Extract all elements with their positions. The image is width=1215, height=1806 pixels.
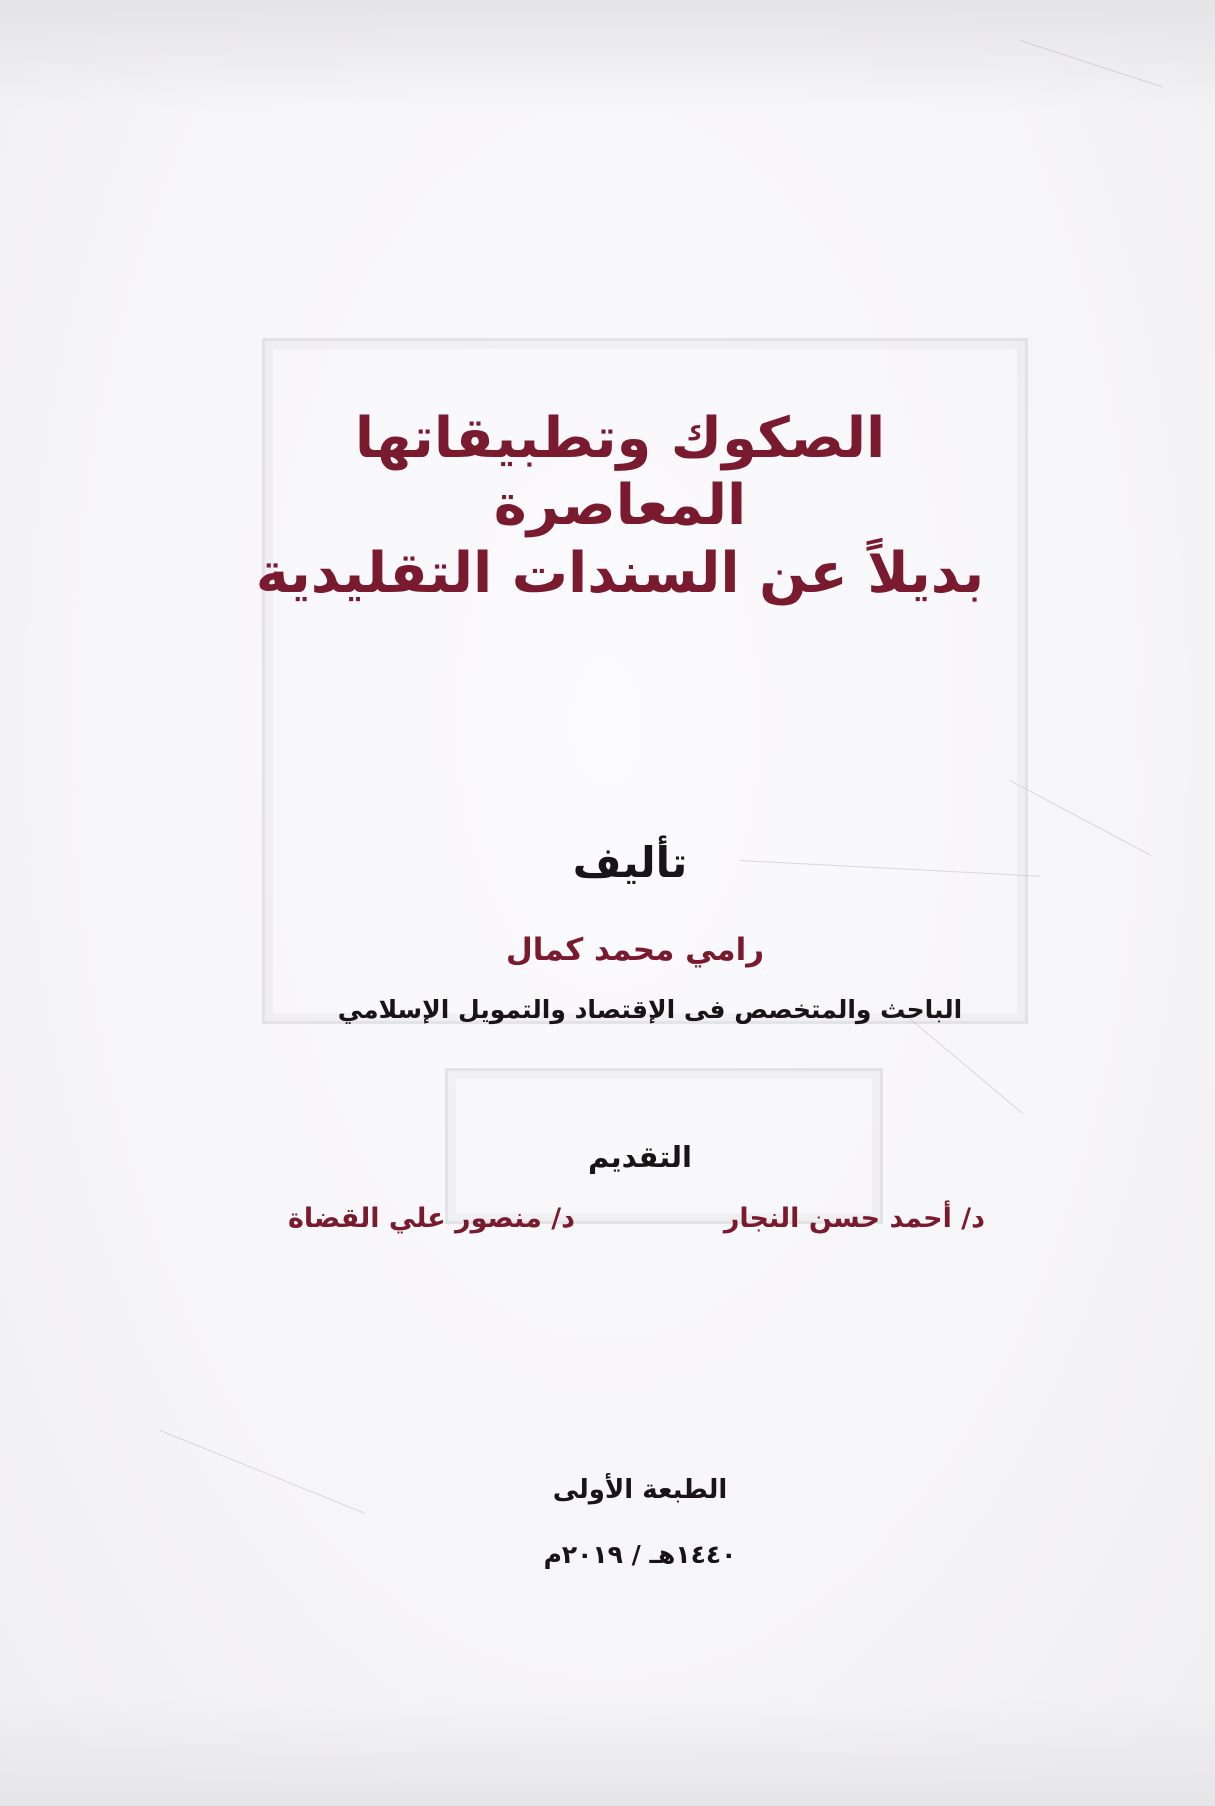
presenter-name: د/ أحمد حسن النجار [723,1203,985,1234]
paper-scratch [1010,780,1152,856]
author-description: الباحث والمتخصص فى الإقتصاد والتمويل الإسلامي [337,995,963,1024]
edition-label: الطبعة الأولى [552,1475,728,1505]
edition-date: ١٤٤٠هـ / ٢٠١٩م [543,1540,737,1569]
paper-scratch [160,1430,364,1513]
foreword-label: التقديم [588,1140,692,1174]
bottom-edge-shadow [0,1696,1215,1806]
paper-scratch [900,1010,1023,1114]
book-title-line-2: بديلاً عن السندات التقليدية [255,541,985,606]
authored-label: تأليف [572,838,688,887]
author-name: رامي محمد كمال [505,932,765,968]
top-edge-shadow [0,0,1215,110]
book-title-line-1: الصكوك وتطبيقاتها المعاصرة [354,406,886,539]
presenter-name: د/ منصور علي القضاة [287,1203,575,1234]
